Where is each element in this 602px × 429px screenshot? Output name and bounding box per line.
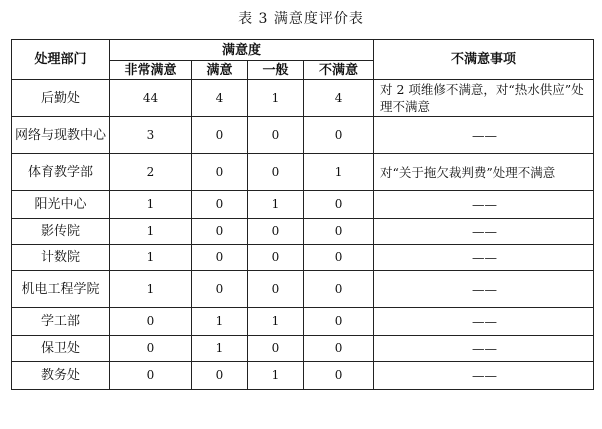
cell-satisfied: 1 — [192, 336, 248, 362]
table-row — [12, 191, 594, 219]
cell-satisfied: 0 — [192, 191, 248, 219]
header-row-1 — [12, 40, 594, 61]
cell-very-satisfied: 0 — [110, 362, 192, 390]
cell-matter: —— — [374, 245, 594, 271]
cell-very-satisfied: 1 — [110, 271, 192, 308]
cell-very-satisfied: 0 — [110, 308, 192, 336]
table-row — [12, 271, 594, 308]
cell-average: 0 — [248, 117, 304, 154]
cell-satisfied: 0 — [192, 117, 248, 154]
cell-average: 1 — [248, 80, 304, 117]
cell-department: 阳光中心 — [12, 191, 110, 219]
cell-very-satisfied: 44 — [110, 80, 192, 117]
cell-unsatisfied: 1 — [304, 154, 374, 191]
table-row — [12, 308, 594, 336]
cell-matter: —— — [374, 117, 594, 154]
cell-department: 影传院 — [12, 219, 110, 245]
cell-average: 1 — [248, 191, 304, 219]
cell-matter: —— — [374, 362, 594, 390]
cell-very-satisfied: 1 — [110, 191, 192, 219]
cell-average: 0 — [248, 336, 304, 362]
cell-unsatisfied: 0 — [304, 117, 374, 154]
header-unsatisfied: 不满意 — [304, 61, 374, 80]
cell-matter: 对 2 项维修不满意，对“热水供应”处理不满意 — [374, 80, 594, 117]
cell-department: 机电工程学院 — [12, 271, 110, 308]
cell-very-satisfied: 3 — [110, 117, 192, 154]
cell-department: 网络与现教中心 — [12, 117, 110, 154]
cell-average: 1 — [248, 362, 304, 390]
header-satisfaction: 满意度 — [110, 40, 374, 61]
header-department: 处理部门 — [12, 40, 110, 80]
table-caption: 表 3 满意度评价表 — [238, 11, 364, 27]
cell-matter: —— — [374, 308, 594, 336]
cell-average: 0 — [248, 219, 304, 245]
cell-very-satisfied: 2 — [110, 154, 192, 191]
cell-unsatisfied: 4 — [304, 80, 374, 117]
cell-very-satisfied: 1 — [110, 219, 192, 245]
cell-department: 学工部 — [12, 308, 110, 336]
cell-average: 0 — [248, 154, 304, 191]
cell-matter: —— — [374, 271, 594, 308]
cell-department: 计数院 — [12, 245, 110, 271]
cell-unsatisfied: 0 — [304, 271, 374, 308]
cell-department: 教务处 — [12, 362, 110, 390]
cell-satisfied: 0 — [192, 245, 248, 271]
cell-very-satisfied: 0 — [110, 336, 192, 362]
cell-unsatisfied: 0 — [304, 336, 374, 362]
cell-satisfied: 0 — [192, 271, 248, 308]
header-unsatisfied-matters: 不满意事项 — [374, 40, 594, 80]
cell-unsatisfied: 0 — [304, 362, 374, 390]
cell-satisfied: 0 — [192, 154, 248, 191]
header-average: 一般 — [248, 61, 304, 80]
table-row — [12, 154, 594, 191]
cell-department: 后勤处 — [12, 80, 110, 117]
table-row — [12, 117, 594, 154]
table-row — [12, 362, 594, 390]
cell-unsatisfied: 0 — [304, 219, 374, 245]
cell-matter: —— — [374, 336, 594, 362]
cell-unsatisfied: 0 — [304, 245, 374, 271]
cell-satisfied: 4 — [192, 80, 248, 117]
cell-satisfied: 1 — [192, 308, 248, 336]
cell-department: 保卫处 — [12, 336, 110, 362]
header-satisfied: 满意 — [192, 61, 248, 80]
table-row — [12, 336, 594, 362]
cell-matter: —— — [374, 191, 594, 219]
cell-unsatisfied: 0 — [304, 191, 374, 219]
cell-department: 体育教学部 — [12, 154, 110, 191]
cell-average: 0 — [248, 245, 304, 271]
cell-very-satisfied: 1 — [110, 245, 192, 271]
cell-satisfied: 0 — [192, 219, 248, 245]
cell-average: 1 — [248, 308, 304, 336]
satisfaction-table — [11, 39, 594, 390]
table-row — [12, 80, 594, 117]
header-very-satisfied: 非常满意 — [110, 61, 192, 80]
table-row — [12, 245, 594, 271]
cell-matter: —— — [374, 219, 594, 245]
cell-average: 0 — [248, 271, 304, 308]
cell-matter: 对“关于拖欠裁判费”处理不满意 — [374, 154, 594, 191]
cell-unsatisfied: 0 — [304, 308, 374, 336]
table-row — [12, 219, 594, 245]
cell-satisfied: 0 — [192, 362, 248, 390]
